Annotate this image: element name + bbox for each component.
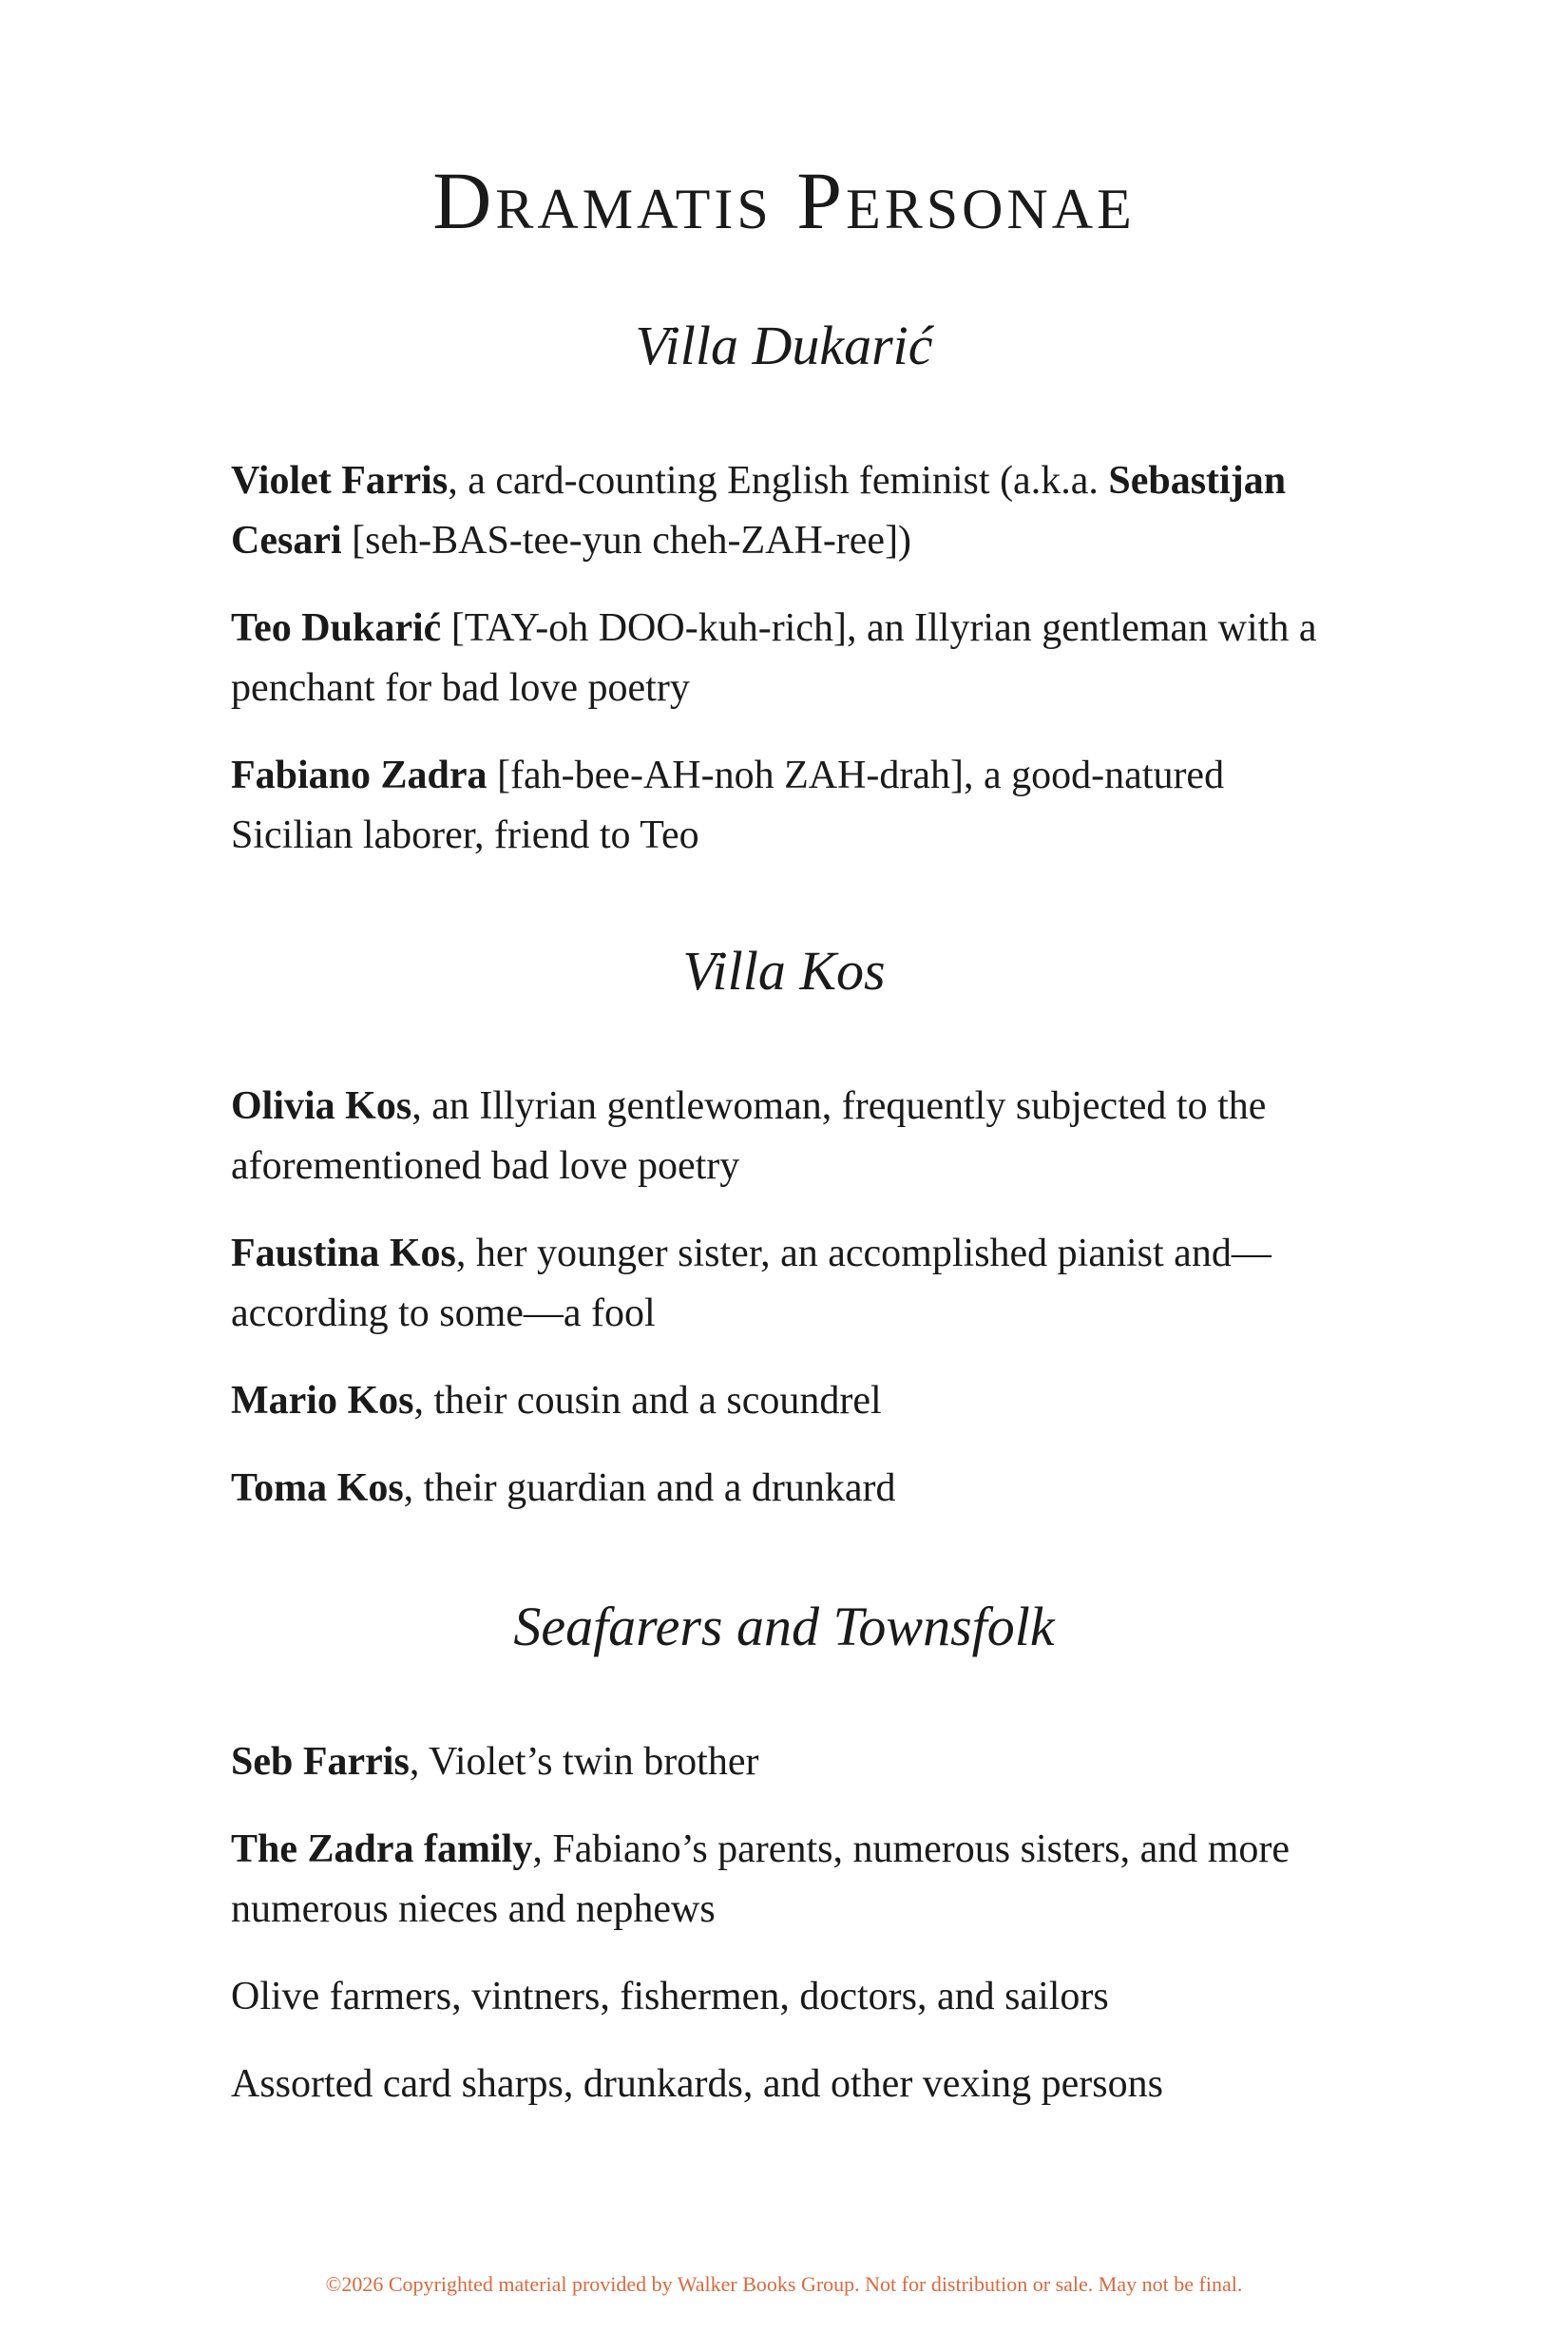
- character-description: , Fabiano’s parents, numerous sisters, and more numerous nieces and nephews: [231, 1827, 1291, 1931]
- character-description: , a card-counting English feminist (a.k.a.: [448, 459, 1109, 503]
- cast-entry: [231, 1371, 1352, 1431]
- character-description: , Violet’s twin brother: [409, 1740, 759, 1784]
- cast-entry: [231, 1224, 1352, 1344]
- character-name: Toma Kos: [231, 1466, 404, 1510]
- character-description: , their cousin and a scoundrel: [413, 1379, 882, 1423]
- character-name: The Zadra family: [231, 1827, 533, 1871]
- cast-list-villa-dukaric: [231, 451, 1352, 866]
- character-name: Seb Farris: [231, 1740, 410, 1784]
- character-description: [TAY-oh DOO-kuh-rich], an Illyrian gentleman with a penchant for bad love poetry: [231, 606, 1317, 710]
- cast-list-villa-kos: [231, 1077, 1352, 1519]
- character-name: Teo Dukarić: [231, 606, 442, 650]
- cast-entry: [231, 1077, 1352, 1196]
- cast-entry: [231, 451, 1352, 571]
- character-description: , her younger sister, an accomplished pianist and—according to some—a fool: [231, 1232, 1272, 1335]
- cast-entry: [231, 746, 1352, 866]
- character-description: , their guardian and a drunkard: [403, 1466, 896, 1510]
- section-heading-seafarers-and-townsfolk: Seafarers and Townsfolk: [513, 1596, 1055, 1657]
- character-name: Olivia Kos: [231, 1084, 412, 1128]
- character-pronunciation: [seh-BAS-tee-yun cheh-ZAH-ree]): [341, 519, 912, 563]
- character-name: Faustina Kos: [231, 1232, 456, 1275]
- cast-entry: [231, 1820, 1352, 1940]
- character-name: Violet Farris: [231, 459, 449, 503]
- cast-list-seafarers-and-townsfolk: [231, 1732, 1352, 2114]
- cast-entry: [231, 1732, 1352, 1792]
- character-name: Mario Kos: [231, 1379, 414, 1423]
- copyright-footer: ©2026 Copyrighted material provided by Walker Books Group. Not for distribution or sale. May not be final.: [325, 2272, 1243, 2296]
- cast-entry: [231, 1459, 1352, 1519]
- cast-entry: [231, 599, 1352, 718]
- character-description: Assorted card sharps, drunkards, and other vexing persons: [231, 2062, 1163, 2106]
- cast-entry: [231, 2055, 1352, 2114]
- page-title: Dramatis Personae: [432, 155, 1136, 246]
- cast-entry: [231, 1967, 1352, 2027]
- character-description: Olive farmers, vintners, fishermen, doctors, and sailors: [231, 1975, 1109, 2018]
- character-description: [fah-bee-AH-noh ZAH-drah], a good-natured Sicilian laborer, friend to Teo: [231, 754, 1225, 857]
- character-name: Fabiano Zadra: [231, 754, 488, 797]
- character-alias: Sebastijan Cesari: [231, 459, 1287, 563]
- section-heading-villa-dukaric: Villa Dukarić: [635, 315, 933, 376]
- section-heading-villa-kos: Villa Kos: [682, 940, 886, 1002]
- character-description: , an Illyrian gentlewoman, frequently subjected to the aforementioned bad love poetry: [231, 1084, 1267, 1188]
